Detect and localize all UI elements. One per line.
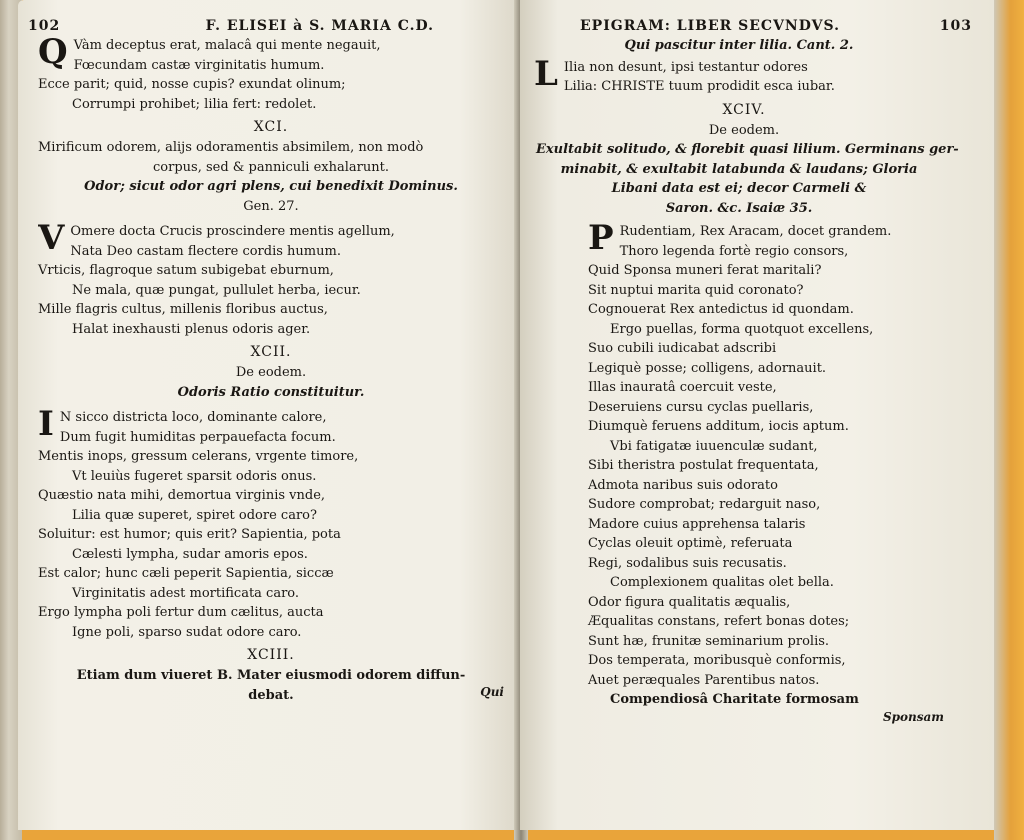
prose-line: Etiam dum viueret B. Mater eiusmodi odorem diffun- <box>76 668 466 683</box>
book-edge-right <box>994 0 1024 840</box>
prose-line: debat. <box>248 687 294 703</box>
verse-line: Diumquè feruens additum, iocis aptum. <box>588 419 849 434</box>
right-poem-2 <box>588 222 924 261</box>
verse-line: Deseruiens cursu cyclas puellaris, <box>588 399 814 415</box>
section-number-xciii: XCIII. <box>247 647 295 663</box>
right-page <box>520 0 994 830</box>
verse-line: Halat inexhausti plenus odoris ager. <box>72 321 311 337</box>
verse-line: Compendiosâ Charitate formosam <box>610 692 859 707</box>
right-running-head: EPIGRAM: LIBER SECVNDVS. <box>580 18 840 34</box>
left-poem-2 <box>38 222 504 261</box>
section-title: Qui pascitur inter lilia. Cant. 2. <box>624 38 854 53</box>
verse-line: Lilia: CHRISTE tuum prodidit esca iubar. <box>563 79 835 94</box>
verse-line: Illas inauratâ coercuit veste, <box>588 380 777 395</box>
verse-line: Legiquè posse; colligens, adornauit. <box>588 360 827 376</box>
drop-cap-l: L <box>534 57 558 94</box>
section-subtitle: De eodem. <box>708 122 780 138</box>
section-number-xci: XCI. <box>253 119 289 135</box>
left-page-number: 102 <box>28 18 61 34</box>
verse-line: Dos temperata, moribusquè conformis, <box>588 653 846 668</box>
verse-line: Omere docta Crucis proscindere mentis agellum, <box>70 224 395 239</box>
verse-line: Ecce parit; quid, nosse cupis? exundat olinum; <box>38 77 346 92</box>
verse-line: Corrumpi prohibet; lilia fert: redolet. <box>72 96 317 112</box>
right-page-header <box>550 18 972 34</box>
section-subtitle: De eodem. <box>235 365 307 380</box>
verse-line: Vàm deceptus erat, malacâ qui mente negauit, <box>73 38 381 53</box>
left-page <box>18 0 520 830</box>
scripture-reference: Saron. &c. Isaiæ 35. <box>665 200 813 216</box>
verse-line: Admota naribus suis odorato <box>588 477 778 493</box>
verse-line: Cognouerat Rex antedictus id quondam. <box>588 302 854 317</box>
verse-line: Odor figura qualitatis æqualis, <box>588 594 791 610</box>
verse-line: Rudentiam, Rex Aracam, docet grandem. <box>619 224 892 239</box>
scripture-quote: Odor; sicut odor agri plens, cui benedixit Dominus. <box>84 179 458 194</box>
verse-line: Virginitatis adest mortificata caro. <box>72 585 300 601</box>
verse-line: Sunt hæ, frunitæ seminarium prolis. <box>588 633 830 649</box>
verse-line: Fœcundam castæ virginitatis humum. <box>73 57 325 73</box>
verse-line: Ergo lympha poli fertur dum cælitus, aucta <box>38 605 324 620</box>
verse-line: Vt leuiùs fugeret sparsit odoris onus. <box>72 468 317 484</box>
verse-line: Auet peræquales Parentibus natos. <box>588 672 820 688</box>
verse-line: Soluitur: est humor; quis erit? Sapientia, pota <box>38 527 341 542</box>
verse-line: Sibi theristra postulat frequentata, <box>588 458 819 473</box>
verse-line: Æqualitas constans, refert bonas dotes; <box>588 614 850 629</box>
scripture-quote: minabit, & exultabit latabunda & laudans; Gloria <box>560 161 918 177</box>
verse-line: Thoro legenda fortè regio consors, <box>619 243 849 259</box>
right-page-number: 103 <box>939 18 972 34</box>
verse-line: Vrticis, flagroque satum subigebat eburnum, <box>38 263 334 278</box>
catchword: Sponsam <box>882 709 944 724</box>
section-title: Odoris Ratio constituitur. <box>177 384 365 400</box>
verse-line: Lilia quæ superet, spiret odore caro? <box>72 507 317 523</box>
scripture-quote: Exultabit solitudo, & florebit quasi lilium. Germinans ger- <box>536 142 959 157</box>
verse-line: Suo cubili iudicabat adscribi <box>588 341 777 356</box>
right-poem-1 <box>534 58 924 97</box>
verse-line: Cyclas oleuit optimè, referuata <box>588 536 793 551</box>
scripture-quote: Libani data est ei; decor Carmeli & <box>611 181 867 196</box>
verse-line: Ne mala, quæ pungat, pullulet herba, iecur. <box>72 282 361 298</box>
verse-line: Igne poli, sparso sudat odore caro. <box>72 624 302 640</box>
left-poem-3 <box>38 408 504 447</box>
verse-line: Madore cuius apprehensa talaris <box>588 516 806 532</box>
verse-line: N sicco districta loco, dominante calore, <box>59 410 327 425</box>
verse-line: Ergo puellas, forma quotquot excellens, <box>610 321 874 337</box>
verse-line: Est calor; hunc cæli peperit Sapientia, siccæ <box>38 566 334 581</box>
verse-line: Mentis inops, gressum celerans, vrgente timore, <box>38 449 359 464</box>
verse-line: Nata Deo castam flectere cordis humum. <box>70 243 341 259</box>
verse-line: Mille flagris cultus, millenis floribus auctus, <box>38 302 328 317</box>
verse-line: Quid Sponsa muneri ferat maritali? <box>588 263 822 278</box>
drop-cap-v: V <box>38 222 65 258</box>
verse-line: Complexionem qualitas olet bella. <box>610 575 834 590</box>
drop-cap-q: Q <box>38 36 68 72</box>
verse-line: Sudore comprobat; redarguit naso, <box>588 497 821 512</box>
verse-line: Quæstio nata mihi, demortua virginis vnde, <box>38 488 326 503</box>
section-number-xciv: XCIV. <box>722 101 766 118</box>
prose-line: corpus, sed & panniculi exhalarunt. <box>153 159 389 175</box>
left-poem-1 <box>38 36 504 75</box>
catchword: Qui <box>480 685 504 699</box>
verse-line: Cælesti lympha, sudar amoris epos. <box>72 546 308 562</box>
verse-line: Regi, sodalibus suis recusatis. <box>588 555 787 571</box>
left-running-head: F. ELISEI à S. MARIA C.D. <box>205 18 434 34</box>
verse-line: Vbi fatigatæ iuuenculæ sudant, <box>610 438 818 454</box>
verse-line: Ilia non desunt, ipsi testantur odores <box>563 59 808 75</box>
verse-line: Dum fugit humiditas perpauefacta focum. <box>59 429 336 445</box>
verse-line: Sit nuptui marita quid coronato? <box>588 282 804 298</box>
section-number-xcii: XCII. <box>250 344 292 360</box>
left-page-header <box>28 18 504 34</box>
drop-cap-i: I <box>38 408 54 444</box>
drop-cap-p: P <box>588 222 614 258</box>
scripture-reference: Gen. 27. <box>243 198 299 214</box>
prose-line: Mirificum odorem, alijs odoramentis absimilem, non modò <box>38 140 424 155</box>
